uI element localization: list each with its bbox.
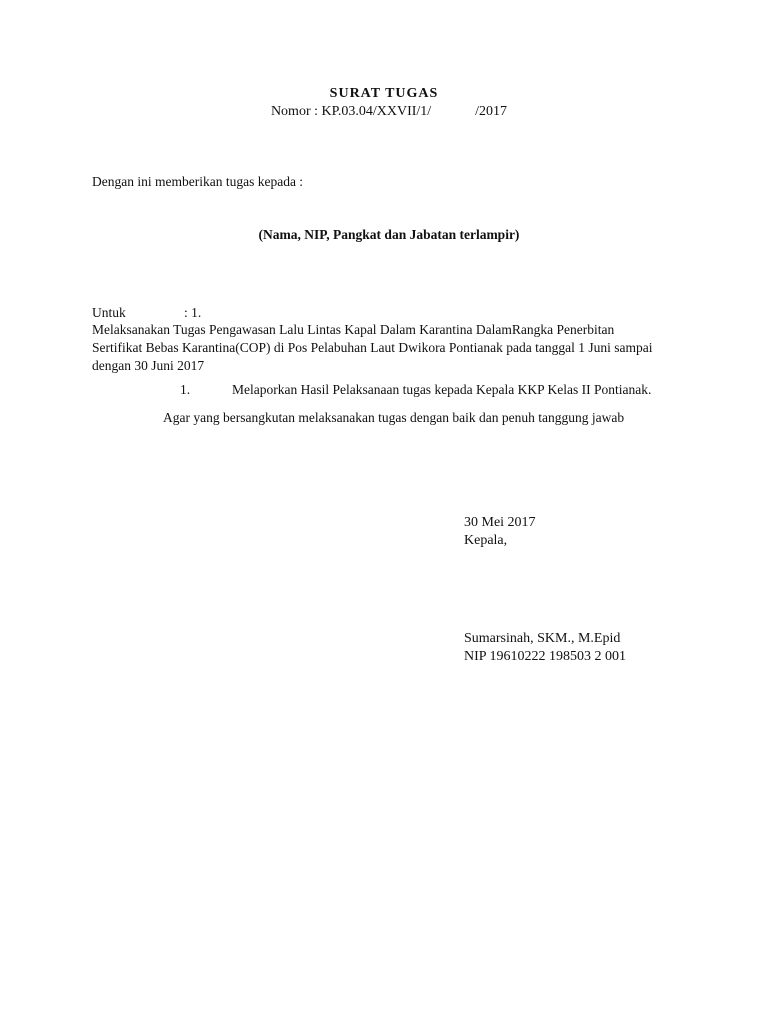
task-2-item (180, 382, 651, 398)
purpose-label: Untuk (92, 305, 126, 320)
task-1-line: Sertifikat Bebas Karantina(COP) di Pos Pelabuhan Laut Dwikora Pontianak pada tanggal 1 Juni sampai (92, 340, 653, 355)
task-1-line: dengan 30 Juni 2017 (92, 358, 205, 373)
signature-date: 30 Mei 2017 (464, 515, 536, 530)
signer-name: Sumarsinah, SKM., M.Epid (464, 631, 621, 646)
number-prefix: KP.03.04/XXVII/1/ (321, 104, 432, 119)
task-1-paragraph (92, 321, 712, 375)
purpose-marker: : 1. (184, 305, 202, 320)
task-1-line: Melaksanakan Tugas Pengawasan Lalu Lintas Kapal Dalam Karantina DalamRangka Penerbitan (92, 322, 615, 337)
document-title: SURAT TUGAS (329, 86, 439, 101)
signer-nip: NIP 19610222 198503 2 001 (464, 649, 627, 664)
task-2-text: Melaporkan Hasil Pelaksanaan tugas kepada Kepala KKP Kelas II Pontianak. (232, 382, 652, 397)
closing-text: Agar yang bersangkutan melaksanakan tugas dengan baik dan penuh tanggung jawab (163, 410, 625, 425)
assignees-text: (Nama, NIP, Pangkat dan Jabatan terlampir) (258, 227, 520, 242)
number-suffix: /2017 (475, 104, 508, 119)
purpose-row (92, 305, 201, 321)
document-number (0, 104, 768, 120)
signature-position: Kepala, (464, 533, 508, 548)
number-label: Nomor : (270, 104, 318, 119)
signature-header (464, 514, 536, 550)
task-2-number: 1. (180, 382, 191, 397)
signer-block (464, 630, 626, 666)
intro-text: Dengan ini memberikan tugas kepada : (92, 174, 304, 189)
